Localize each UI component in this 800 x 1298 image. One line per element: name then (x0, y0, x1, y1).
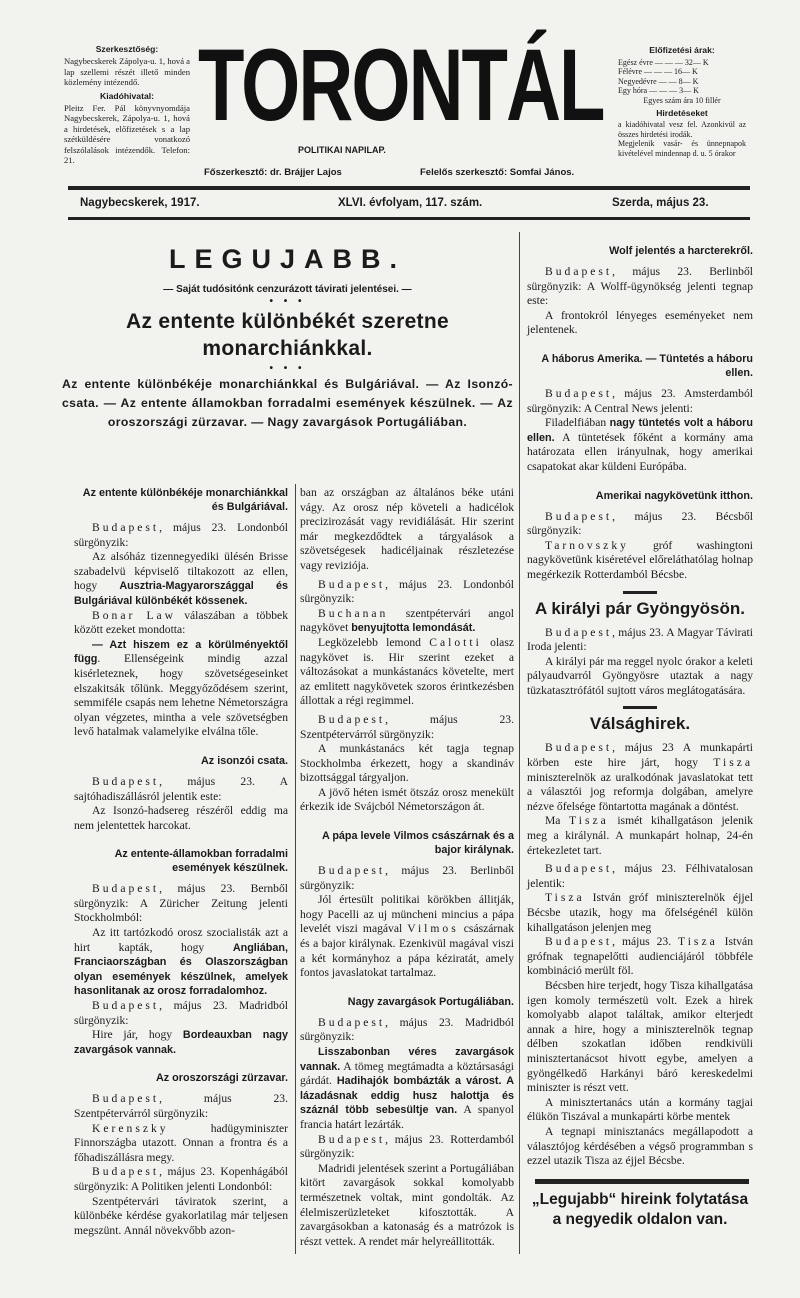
masthead-editorial-info (64, 44, 190, 165)
text-run: ismét kihallgatáson jelenik meg a királynál. A munkapárt holnap, 24-én értekezletet tart. (527, 814, 753, 857)
text-run: , május 23. Amsterdamból sürgönyzik: A Central News jelenti: (527, 386, 753, 415)
spaced-text: Budapest (545, 265, 613, 278)
text-run: A spanyol francia határt lezárták. (300, 1103, 514, 1131)
publication-schedule: Megjelenik vasár- és ünnepnapok kivételével mindennap d. u. 5 órakor (618, 139, 746, 158)
price-line: Negyedévre — — 8— K (618, 76, 699, 86)
article-paragraph (300, 1162, 514, 1250)
column-divider (295, 484, 296, 1254)
chief-editor: Főszerkesztő: dr. Brájjer Lajos (204, 167, 342, 178)
bold-text: Ausztria-Magyarországgal és Bulgáriával különbékét kössenek. (74, 580, 288, 607)
article-paragraph (527, 387, 753, 416)
publishing-office-title: Kiadóhivatal: (100, 90, 154, 101)
text-run: A jövő héten ismét ötszáz orosz menekült érkezik ide Svájcból Németországon át. (300, 785, 514, 814)
article-paragraph (74, 550, 288, 608)
article-heading-large: Válsághirek. (589, 714, 691, 734)
masthead-subscription-info (618, 46, 746, 159)
bold-text: — Azt hiszem ez a körülményektől függ (74, 638, 288, 666)
article-heading: Wolf jelentés a harcterekről. (609, 245, 753, 257)
text-run: István gróf miniszterelnök éjjel Bécsbe utazik, hogy ma őfelségénél külön kihallgatáson jelenjen meg (527, 891, 753, 934)
text-run: , május 23. A Magyar Távirati Iroda jelenti: (527, 625, 753, 654)
dateline-issue: XLVI. évfolyam, 117. szám. (338, 197, 483, 209)
article-heading: A háborus Amerika. — Tüntetés a háboru ellen. (541, 352, 753, 379)
article-paragraph (300, 607, 514, 636)
spaced-text: Budapest (318, 1015, 386, 1029)
article-paragraph (74, 1028, 288, 1057)
bold-text: benyujtotta lemondását. (351, 622, 476, 635)
price-line: Félévre — — — 16— K (618, 67, 698, 77)
spaced-text: Tisza (569, 814, 609, 828)
article-paragraph (527, 655, 753, 699)
text-run: Legközelebb lemond (318, 635, 430, 649)
ads-title: Hirdetéseket (656, 107, 708, 118)
price-line: Egy hóra — — — 3— K (618, 86, 699, 96)
responsible-editor: Felelős szerkesztő: Somfai János. (420, 167, 575, 178)
spaced-text: Budapest (92, 1092, 160, 1106)
text-run: császárnak és a bajor királynak. Ezenkivül magával viszi a két kormányhoz a pápa kéziratát, amely fontos javaslatokat tartalmaz. (300, 922, 514, 980)
text-run: , május 23. Londonból sürgönyzik: (300, 577, 514, 606)
article-paragraph (300, 486, 514, 574)
editorial-office-text: Nagybecskerek Zápolya-u. 1, hová a lap szellemi részét illető minden közlemény intézendő. (64, 56, 190, 88)
single-copy-price: Egyes szám ára 10 fillér (643, 95, 721, 105)
text-run: , május 23. Madridból sürgönyzik: (300, 1015, 514, 1044)
newspaper-title-logo: TORONTÁL (198, 27, 604, 142)
column-2 (300, 486, 514, 1249)
article-paragraph (300, 1016, 514, 1045)
bold-text: Lisszabonban véres zavargások vannak. (300, 1046, 514, 1073)
spaced-text: Budapest (318, 864, 386, 878)
spaced-text: Tarnovszky (545, 538, 629, 552)
text-run: olasz nagykövet is. Hir szerint ezeket a változásokat a munkástanács követelte, mert az emlitett nagykövetek szoros érintkezésben állottak a régi regimmel. (300, 635, 514, 708)
article-paragraph (527, 265, 753, 309)
text-run: A munkástanács két tagja tegnap Stockholmba érkezett, hogy a skandináv bizottsággal tárgyaljon. (300, 742, 514, 785)
article-paragraph (300, 1133, 514, 1162)
column-divider (519, 232, 520, 1254)
article-paragraph (74, 1195, 288, 1239)
text-run: , május 23. Madridból sürgönyzik: (74, 999, 288, 1027)
article-heading: Nagy zavargások Portugáliában. (347, 995, 514, 1008)
article-paragraph (74, 521, 288, 550)
text-run: szentpétervári angol nagykövet (300, 606, 514, 635)
bold-text: Hadihajók bombázták a várost. A lázadásnak eddig husz halottja és száznál több sebesültje van. (300, 1075, 515, 1117)
spaced-text: Budapest (545, 625, 613, 639)
lead-summary: Az entente különbékéje monarchiánkkal és Bulgáriával. — Az Isonzó-csata. — Az entente államokban forradalmi események készülnek. — Az oroszországi zürzavar. — Nagy zavargások Portugáliában. (62, 377, 513, 429)
bold-text: Bordeauxban nagy zavargások vannak. (74, 1029, 288, 1056)
spaced-text: Budapest (545, 386, 613, 400)
text-run: , május 23. Félhivatalosan jelentik: (527, 862, 753, 890)
spaced-text: Budapest (318, 712, 386, 726)
article-paragraph (527, 814, 753, 858)
text-run: , május 23. Berlinből sürgönyzik: (300, 864, 514, 892)
article-paragraph (527, 626, 753, 655)
masthead-rule (68, 186, 750, 190)
article-paragraph (300, 742, 514, 786)
article-paragraph (527, 309, 753, 338)
prices-title: Előfizetési árak: (649, 45, 715, 55)
article-heading: Az isonzói csata. (201, 754, 288, 767)
lead-headline: Az entente különbékét szeretne monarchiánkkal. (126, 310, 449, 360)
spaced-text: Tisza (545, 891, 585, 905)
spaced-text: Tisza (713, 756, 753, 770)
text-run: Ma (545, 814, 570, 828)
column-3 (527, 244, 753, 1230)
article-paragraph (527, 979, 753, 1096)
text-run: , május 23. Berlinből sürgönyzik: A Wolff-ügynökség jelenti tegnap este: (527, 265, 753, 308)
spaced-text: Calotti (429, 635, 482, 649)
text-run: miniszterelnök az uralkodónak javaslatokat tett a választói jog reformja dolgában, amelyre nézve őfelsége föntartotta magának a döntést. (527, 770, 753, 813)
text-run: , május 23. A sajtóhadiszállásról jelentik este: (74, 774, 288, 803)
article-paragraph (74, 804, 288, 833)
dots-divider: • • • (269, 363, 306, 374)
article-paragraph (527, 416, 753, 474)
article-paragraph (527, 539, 753, 583)
column-1 (74, 486, 288, 1238)
text-run: A királyi pár ma reggel nyolc órakor a keleti pályaudvarról Gyöngyösre utaztak a nagy tüzkatasztrófától sujtott város meglátogatására. (527, 654, 753, 697)
spaced-text: Kerenszky (92, 1121, 169, 1135)
article-paragraph (527, 510, 753, 539)
text-run: , május 23. Londonból sürgönyzik: (74, 521, 288, 549)
text-run: Az itt tartózkodó orosz szocialisták azt a hirt kapták, hogy (74, 926, 288, 954)
text-run: válaszában a többek között ezeket mondotta: (74, 608, 288, 637)
text-run: A tömeg megtámadta a köztársasági gárdát. (300, 1059, 514, 1088)
article-paragraph (527, 891, 753, 935)
spaced-text: Budapest (545, 741, 613, 755)
spaced-text: Budapest (545, 862, 613, 876)
text-run: Filadelfiában (545, 416, 610, 430)
article-paragraph (300, 1045, 514, 1133)
article-paragraph (300, 893, 514, 981)
spaced-text: Vilmos (407, 922, 459, 936)
spaced-text: Budapest (92, 521, 160, 534)
article-paragraph (74, 926, 288, 999)
spaced-text: Budapest (92, 999, 160, 1013)
dateline-date: Szerda, május 23. (612, 197, 709, 209)
text-run: , május 23. Kopenhágából sürgönyzik: A Politiken jelenti Londonból: (74, 1165, 288, 1193)
article-paragraph (527, 1125, 753, 1169)
article-paragraph (74, 1092, 288, 1121)
text-run: Az alsóház tizennegyediki ülésén Brisse szabadelvü képviselő tiltakozott az ellen, hogy (74, 550, 288, 593)
text-run: gróf washingtoni nagykövetünk kiséretével előreláthatólag holnap megérkezik Rotterdamból Bécsbe. (527, 538, 753, 581)
text-run: , május 23. Szentpétervárról sürgönyzik: (74, 1092, 288, 1120)
article-paragraph (74, 638, 288, 740)
article-paragraph (74, 1165, 288, 1194)
text-run: , május 23 A munkapárti körben este hire járt, hogy (527, 741, 753, 770)
short-rule (623, 706, 657, 709)
section-title: LEGUJABB. (168, 244, 406, 274)
ads-text: a kiadóhivatal vesz fel. Azonkivül az összes hirdetési irodák. (618, 120, 746, 139)
spaced-text: Budapest (92, 774, 160, 788)
article-paragraph (74, 775, 288, 804)
text-run: Az Isonzó-hadsereg részéről eddig ma nem jelentettek harcokat. (74, 804, 288, 832)
article-paragraph (300, 786, 514, 815)
lead-block (60, 284, 515, 432)
article-paragraph (300, 713, 514, 742)
article-paragraph (527, 741, 753, 814)
text-run: A tüntetések főként a kormány ama határozata ellen irányulnak, hogy amerikai csapatokat akar küldeni Európába. (527, 430, 753, 473)
article-paragraph (74, 999, 288, 1028)
text-run: Madridi jelentések szerint a Portugáliában kitört zavargások sokkal komolyabb természetnek voltak, mint gondolták. Az élelmiszerüzleteket kifosztották. A zavargásokban a katonaság és a matrózok is részt vettek. A rendet már helyreállitották. (300, 1161, 514, 1248)
spaced-text: Buchanan (318, 606, 389, 620)
spaced-text: Bonar Law (92, 608, 177, 622)
text-run: , május 23. Bécsből sürgönyzik: (527, 509, 753, 538)
article-heading-large: A királyi pár Gyöngyösön. (534, 598, 746, 618)
article-heading: Az entente különbékéje monarchiánkkal és Bulgáriával. (82, 487, 288, 513)
bold-text: Angliában, Franciaországban és Olaszországban olyan események készülnek, amelyek hasonlitanak az orosz forradalomhoz. (74, 941, 288, 998)
article-paragraph (300, 578, 514, 607)
text-run: A minisztertanács után a kormány tagjai élükön Tiszával a munkapárti körbe mentek (527, 1095, 753, 1124)
spaced-text: Budapest (318, 1132, 386, 1146)
article-paragraph (300, 864, 514, 893)
dots-divider: • • • (269, 296, 306, 307)
text-run: hadügyminiszter Finnországba utazott. Onnan a frontra és a főhadiszállásra megy. (74, 1121, 288, 1164)
spaced-text: Budapest (92, 1165, 160, 1179)
text-run: , május 23. Bernből sürgönyzik: A Züricher Zeitung jelenti Stockholmból: (74, 882, 288, 925)
spaced-text: Budapest (545, 509, 613, 523)
publishing-office-text: Pleitz Fer. Pál könyvnyomdája Nagybecskerek, Zápolya-u. 1, hová a hirdetések, előfizetések s a lap szétküldésére vonatkozó felszólalások intézendők. Telefon: 21. (64, 103, 190, 166)
short-rule (623, 591, 657, 594)
article-paragraph (300, 636, 514, 709)
article-paragraph (527, 935, 753, 979)
article-heading: Amerikai nagykövetünk itthon. (595, 489, 753, 502)
text-run: . Ellenségeink mindig azzal kisérleteznek, hogy szövetségeseinket elszakitsák tőlünk. Meggyőződésem szerint, semmiféle csapás nem lehetne Németországra olyan végzetes, mintha a vele szövetségben levő hatalmak valamelyike elválna tőle. (74, 652, 288, 739)
text-run: A frontokról lényeges eseményeket nem jelentenek. (527, 308, 753, 337)
bold-text: nagy tüntetés volt a háboru ellen. (527, 417, 753, 444)
text-run: Jól értesült politikai körökben állitják, hogy Pacelli az uj müncheni mincius a pápa levelét viszi magával (300, 893, 514, 936)
dateline-rule (68, 217, 750, 220)
price-line: Egész évre — — — 32— K (618, 57, 709, 67)
article-paragraph (74, 882, 288, 926)
spaced-text: Budapest (92, 882, 160, 896)
text-run: ban az országban az általános béke utáni vágy. Az orosz nép követeli a hadicélok precizirozását vagy revidiálását. Hir szerint már megkezdődtek a tárgyalások a szövetségesek hadicéljainak részletezése vagy reviziója. (300, 486, 514, 572)
article-heading: Az oroszországi zürzavar. (155, 1072, 288, 1085)
text-run: , május 23. Szentpétervárról sürgönyzik: (300, 712, 514, 741)
text-run: Hire jár, hogy (92, 1028, 183, 1042)
article-paragraph (74, 609, 288, 638)
dateline-place: Nagybecskerek, 1917. (80, 197, 200, 209)
spaced-text: Budapest (318, 577, 386, 591)
column-3-articles (527, 244, 753, 1169)
article-paragraph (527, 862, 753, 891)
text-run: , május 23. (612, 935, 679, 949)
text-run: , május 23. Rotterdamból sürgönyzik: (300, 1132, 514, 1161)
text-run: István grófnak tegnapelőtti audienciájáról többféle kombináció merült föl. (527, 935, 753, 978)
text-run: A tegnapi minisztanács megállapodott a választójog kérdésében a végső programmban s ezzel utazik Tisza az éjjel Bécsbe. (527, 1124, 753, 1168)
article-paragraph (527, 1096, 753, 1125)
article-heading: Az entente-államokban forradalmi események készülnek. (114, 848, 288, 875)
continuation-note: „Legujabb“ hireink folytatása a negyedik oldalon van. (531, 1190, 749, 1228)
article-heading: A pápa levele Vilmos császárnak és a bajor királynak. (321, 830, 514, 857)
article-paragraph (74, 1122, 288, 1166)
footer-rule (535, 1179, 749, 1184)
text-run: Szentpétervári táviratok szerint, a különbéke kérdése gyakorlatilag már teljesen megszünt. Annál növekvőbb azon- (74, 1194, 288, 1237)
editorial-office-title: Szerkesztőség: (95, 44, 159, 54)
newspaper-subtitle: POLITIKAI NAPILAP. (298, 145, 386, 155)
lead-kicker: — Saját tudósitónk cenzurázott távirati jelentései. — (163, 284, 412, 295)
text-run: Bécsben hire terjedt, hogy Tisza kihallgatása igen komoly természetü volt. Ezek a hirek komolyabb alapot találtak, amikor elterjedt annak a hire, hogy a miniszterelnök tegnap délben szokatlan időben rendkivüli minisztertanácsot hivott egybe, amelyen a gyöngélkedő Harkányi báró kereskedelmi miniszter is részt vett. (527, 978, 753, 1095)
spaced-text: Budapest (545, 935, 613, 949)
spaced-text: Tisza (678, 935, 718, 949)
